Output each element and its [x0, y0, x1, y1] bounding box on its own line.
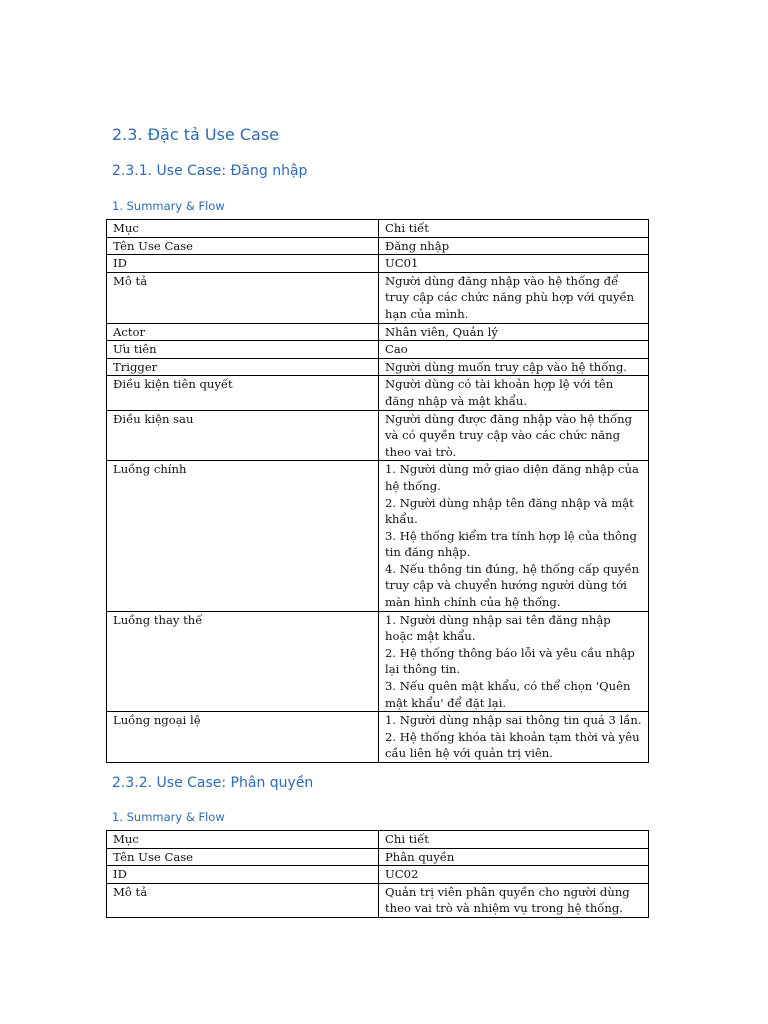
row-value-line: tin đăng nhập.: [385, 545, 471, 560]
table-row: [107, 461, 649, 611]
row-value-line: Người dùng muốn truy cập vào hệ thống.: [385, 359, 627, 374]
row-value-line: 4. Nếu thông tin đúng, hệ thống cấp quyền: [385, 561, 640, 576]
table-header-row: [107, 220, 649, 238]
row-value-line: UC01: [385, 256, 419, 271]
row-value: [379, 866, 649, 884]
row-label: Mô tả: [107, 883, 379, 917]
table-header-row: [107, 831, 649, 849]
row-value: [379, 461, 649, 611]
row-value: [379, 237, 649, 255]
row-value-line: 3. Hệ thống kiểm tra tính hợp lệ của thông: [385, 528, 637, 543]
row-value-line: 1. Người dùng nhập sai thông tin quá 3 lần.: [385, 713, 642, 728]
use-case-2-subheading: 1. Summary & Flow: [112, 810, 225, 824]
row-value-line: Đăng nhập: [385, 238, 450, 253]
use-case-2-table: [106, 830, 649, 918]
row-value-line: màn hình chính của hệ thống.: [385, 595, 561, 610]
row-value-line: Người dùng được đăng nhập vào hệ thống: [385, 411, 633, 426]
row-value-line: hoặc mật khẩu.: [385, 629, 476, 644]
row-value-line: Phân quyền: [385, 849, 455, 864]
row-label: Luồng ngoại lệ: [107, 712, 379, 763]
row-value-line: theo vai trò và nhiệm vụ trong hệ thống.: [385, 901, 623, 916]
row-label: Luồng chính: [107, 461, 379, 611]
row-value-line: Cao: [385, 342, 408, 357]
row-value-line: cầu liên hệ với quản trị viên.: [385, 746, 553, 761]
row-value-line: mật khẩu' để đặt lại.: [385, 695, 507, 710]
row-label: Điều kiện sau: [107, 410, 379, 461]
row-value-line: 2. Hệ thống khóa tài khoản tạm thời và yêu: [385, 729, 640, 744]
table-row: [107, 611, 649, 712]
row-label: Tên Use Case: [107, 237, 379, 255]
row-value-line: 1. Người dùng nhập sai tên đăng nhập: [385, 612, 611, 627]
row-label: ID: [107, 255, 379, 273]
row-value-line: 2. Người dùng nhập tên đăng nhập và mật: [385, 495, 634, 510]
row-value: [379, 712, 649, 763]
row-value-line: Người dùng có tài khoản hợp lệ với tên: [385, 377, 614, 392]
row-value-line: đăng nhập và mật khẩu.: [385, 393, 528, 408]
table-row: [107, 358, 649, 376]
header-col-chi-tiet: Chi tiết: [379, 831, 649, 849]
row-value: [379, 272, 649, 323]
row-value: [379, 358, 649, 376]
table-row: [107, 410, 649, 461]
table-row: [107, 323, 649, 341]
row-value-line: 1. Người dùng mở giao diện đăng nhập của: [385, 462, 639, 477]
table-row: [107, 848, 649, 866]
row-label: Luồng thay thế: [107, 611, 379, 712]
use-case-1-subheading: 1. Summary & Flow: [112, 199, 225, 213]
use-case-1-table: [106, 219, 649, 763]
use-case-1-heading: 2.3.1. Use Case: Đăng nhập: [112, 163, 308, 179]
table-row: [107, 341, 649, 359]
row-value: [379, 883, 649, 917]
row-value-line: theo vai trò.: [385, 444, 457, 459]
row-value: [379, 848, 649, 866]
row-value-line: hệ thống.: [385, 478, 441, 493]
row-value: [379, 611, 649, 712]
table-row: [107, 272, 649, 323]
row-value-line: Quản trị viên phân quyền cho người dùng: [385, 884, 630, 899]
row-label: Tên Use Case: [107, 848, 379, 866]
row-label: Điều kiện tiên quyết: [107, 376, 379, 410]
table-row: [107, 237, 649, 255]
row-label: ID: [107, 866, 379, 884]
table-row: [107, 712, 649, 763]
row-label: Mô tả: [107, 272, 379, 323]
table-row: [107, 866, 649, 884]
row-value-line: Nhân viên, Quản lý: [385, 324, 498, 339]
row-label: Actor: [107, 323, 379, 341]
row-value: [379, 341, 649, 359]
row-value-line: truy cập và chuyển hướng người dùng tới: [385, 578, 627, 593]
section-heading: 2.3. Đặc tả Use Case: [112, 125, 279, 144]
row-value-line: và có quyền truy cập vào các chức năng: [385, 428, 621, 443]
row-value-line: truy cập các chức năng phù hợp với quyền: [385, 290, 635, 305]
row-value: [379, 255, 649, 273]
table-row: [107, 376, 649, 410]
header-col-muc: Mục: [107, 831, 379, 849]
row-value: [379, 376, 649, 410]
use-case-2-heading: 2.3.2. Use Case: Phân quyền: [112, 775, 314, 791]
row-value-line: hạn của mình.: [385, 306, 469, 321]
row-value-line: khẩu.: [385, 512, 418, 527]
row-value-line: 2. Hệ thống thông báo lỗi và yêu cầu nhập: [385, 645, 635, 660]
table-row: [107, 255, 649, 273]
table-row: [107, 883, 649, 917]
row-value-line: UC02: [385, 867, 419, 882]
row-value: [379, 323, 649, 341]
row-value-line: lại thông tin.: [385, 662, 461, 677]
row-label: Trigger: [107, 358, 379, 376]
header-col-muc: Mục: [107, 220, 379, 238]
row-value: [379, 410, 649, 461]
header-col-chi-tiet: Chi tiết: [379, 220, 649, 238]
row-value-line: 3. Nếu quên mật khẩu, có thể chọn 'Quên: [385, 679, 631, 694]
row-label: Ưu tiên: [107, 341, 379, 359]
row-value-line: Người dùng đăng nhập vào hệ thống để: [385, 273, 619, 288]
